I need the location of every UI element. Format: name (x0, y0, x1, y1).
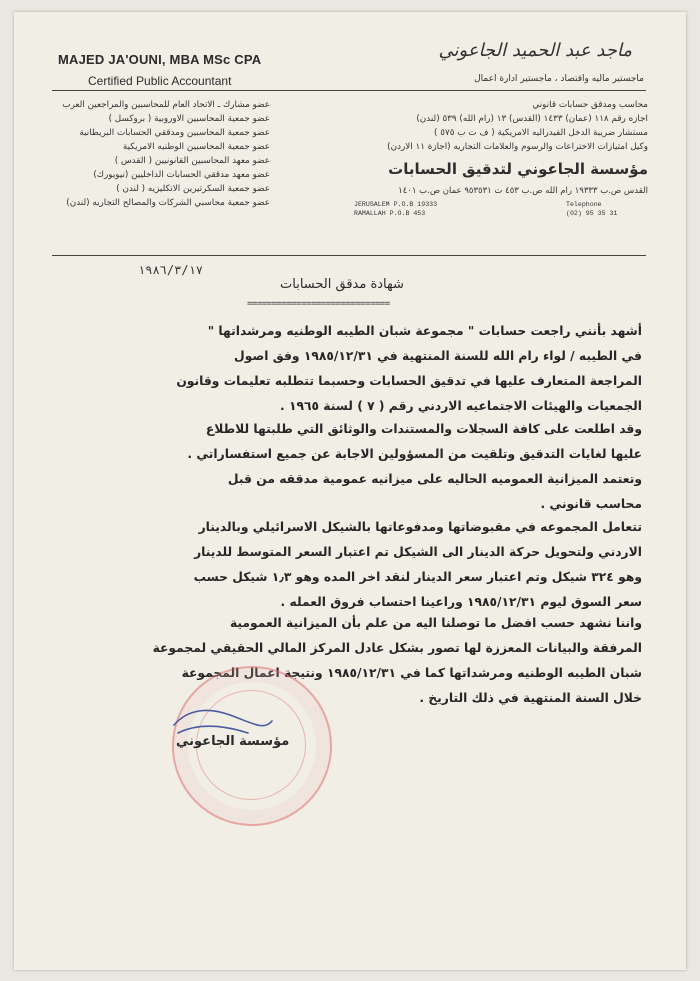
services-list (324, 98, 648, 154)
paragraph-3 (62, 515, 642, 615)
text-line: الجمعيات والهيئات الاجتماعيه الاردني رقم ( ٧ ) لسنة ١٩٦٥ . (280, 399, 642, 413)
paragraph-1 (62, 319, 642, 419)
english-title: Certified Public Accountant (88, 74, 232, 88)
membership-line: عضو جمعية محاسبي الشركات والمصالح التجاريه (لندن) (66, 198, 270, 208)
service-line: مستشار ضريبة الدخل الفيدراليه الامريكية ( ف ت ب ٥٧٥ ) (434, 128, 648, 138)
membership-line: عضو جمعية السكرتيرين الانكليزيه ( لندن ) (116, 184, 270, 194)
service-line: محاسب ومدقق حسابات قانوني (532, 100, 648, 110)
text-line: وقد اطلعت على كافة السجلات والمستندات والوثائق التي طلبتها للاطلاع (205, 422, 642, 436)
service-line: اجازه رقم ١١٨ (عمان) ١٤٣٣ (القدس) ١٣ (رام الله) ٥٣٩ (لندن) (416, 114, 648, 124)
telephone-label: Telephone (566, 201, 602, 208)
text-line: المرفقة والبيانات المعززة لها تصور بشكل عادل المركز المالي الحقيقي لمجموعة (152, 641, 642, 655)
firm-name: مؤسسة الجاعوني لتدقيق الحسابات (388, 160, 648, 178)
membership-line: عضو جمعية المحاسبين ومدققي الحسابات البريطانية (79, 128, 270, 138)
membership-line: عضو جمعية المحاسبين الوطنيه الامريكية (122, 142, 270, 152)
address-english-2: RAMALLAH P.O.B 453 (354, 210, 426, 217)
membership-line: عضو معهد مدققي الحسابات الداخليين (نيويورك) (93, 170, 270, 180)
text-line: الاردني ولتحويل حركة الدينار الى الشيكل تم اعتبار السعر المتوسط للدينار (194, 545, 642, 559)
membership-line: عضو معهد المحاسبين القانونيين ( القدس ) (114, 156, 270, 166)
header-rule-bottom (52, 255, 646, 256)
title-underline: ============================= (247, 299, 390, 309)
address-arabic: القدس ص.ب ١٩٣٣٣ رام الله ص.ب ٤٥٣ ت ٩٥٣٥٣١ عمان ص.ب ١٤٠١ (398, 186, 648, 196)
english-name: MAJED JA'OUNI, MBA MSc CPA (58, 52, 262, 67)
text-line: في الطيبه / لواء رام الله للسنة المنتهية في ١٩٨٥/١٢/٣١ وفق اصول (234, 349, 642, 363)
membership-line: عضو مشارك ـ الاتحاد العام للمحاسبين والمراجعين العرب (62, 100, 270, 110)
text-line: وتعتمد الميزانية العموميه الحاليه على ميزانيه عمومية مدققه من قبل (227, 472, 642, 486)
text-line: وهو ٣٢٤ شيكل وتم اعتبار سعر الدينار لنقد اخر المده وهو ١٫٣ شيكل حسب (193, 570, 642, 584)
text-line: عليها لغايات التدقيق وتلقيت من المسؤولين الاجابة عن جميع استفساراتي . (187, 447, 642, 461)
text-line: شبان الطيبه الوطنيه ومرشداتها كما في ١٩٨٥/١٢/٣١ ونتيجة اعمال المجموعة (181, 666, 642, 680)
memberships-list (58, 98, 270, 210)
document-date: ١٩٨٦/٣/١٧ (138, 263, 204, 277)
signatory-name: مؤسسة الجاعوني (176, 734, 290, 749)
arabic-degree: ماجستير ماليه واقتصاد ، ماجستير ادارة اعمال (474, 74, 644, 84)
text-line: خلال السنة المنتهية في ذلك التاريخ . (419, 691, 642, 705)
certificate-title: شهادة مدقق الحسابات (280, 277, 404, 292)
text-line: أشهد بأنني راجعت حسابات " مجموعة شبان الطيبه الوطنيه ومرشداتها " (207, 324, 642, 338)
text-line: المراجعة المتعارف عليها في تدقيق الحسابات وحسبما تتطلبه تعليمات وقانون (176, 374, 642, 388)
text-line: تتعامل المجموعه في مقبوضاتها ومدفوعاتها بالشيكل الاسرائيلي وبالدينار (198, 520, 642, 534)
telephone-number: (02) 95 35 31 (566, 210, 618, 217)
text-line: واننا نشهد حسب افضل ما توصلنا اليه من علم بأن الميزانية العمومية (229, 616, 642, 630)
header-rule-top (52, 90, 646, 91)
paragraph-4 (62, 611, 642, 711)
arabic-name: ماجد عبد الحميد الجاعوني (438, 40, 632, 61)
service-line: وكيل امتيازات الاختراعات والرسوم والعلامات التجاريه (اجازة ١١ الاردن) (387, 142, 648, 152)
text-line: سعر السوق ليوم ١٩٨٥/١٢/٣١ وراعينا احتساب فروق العمله . (280, 595, 642, 609)
text-line: محاسب قانوني . (540, 497, 642, 511)
membership-line: عضو جمعية المحاسبين الاوروبية ( بروكسل ) (108, 114, 270, 124)
paragraph-2 (62, 417, 642, 517)
address-english-1: JERUSALEM P.O.B 19333 (354, 201, 438, 208)
